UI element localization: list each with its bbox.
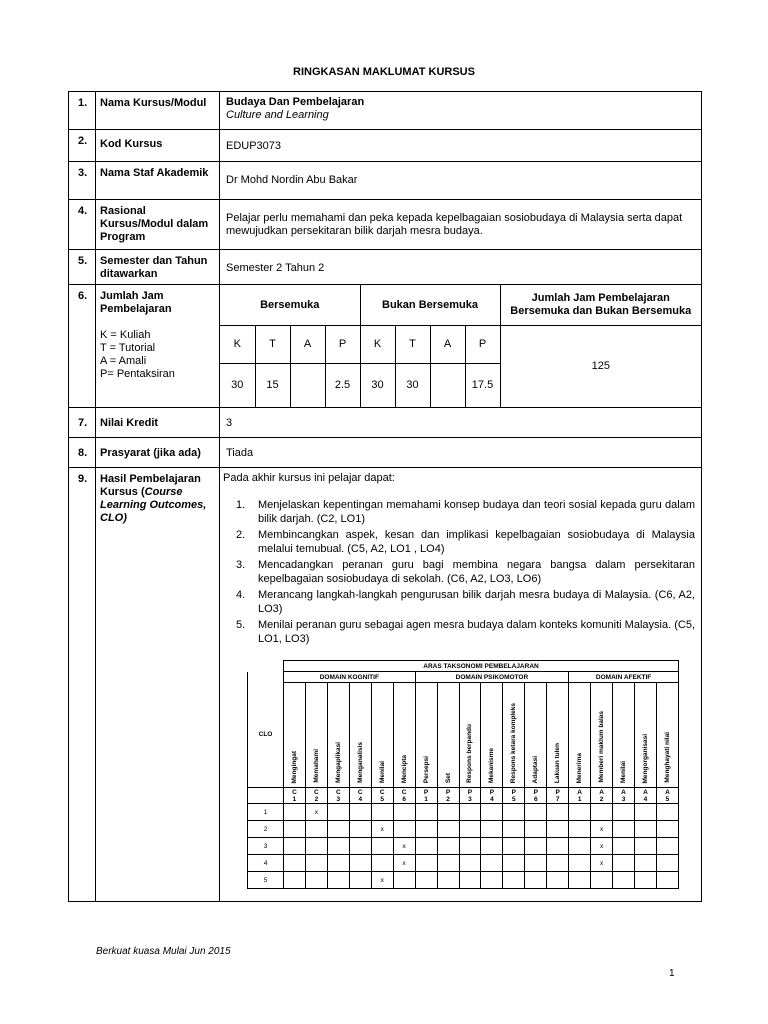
taxonomy-cell <box>415 838 437 855</box>
taxonomy-cell <box>349 804 371 821</box>
taxonomy-mark: x <box>591 838 613 855</box>
taxonomy-cell <box>569 804 591 821</box>
taxonomy-cell <box>371 855 393 872</box>
taxonomy-cell <box>635 838 657 855</box>
taxonomy-code: P 7 <box>547 788 569 804</box>
taxonomy-cell <box>569 855 591 872</box>
taxonomy-cell <box>613 872 635 889</box>
val-a2 <box>430 363 465 407</box>
taxonomy-code: C 6 <box>393 788 415 804</box>
taxonomy-level-header: Memberi maklum balas <box>591 683 613 788</box>
taxonomy-cell <box>591 804 613 821</box>
taxonomy-cell <box>349 872 371 889</box>
taxonomy-cell <box>393 821 415 838</box>
taxonomy-cell <box>415 821 437 838</box>
taxonomy-cell <box>503 804 525 821</box>
taxonomy-cell <box>371 838 393 855</box>
course-name-value: Budaya Dan Pembelajaran Culture and Learning <box>220 92 702 130</box>
taxonomy-cell <box>349 821 371 838</box>
taxonomy-mark: x <box>393 838 415 855</box>
row-rationale: 4. Rasional Kursus/Modul dalam Program Pelajar perlu memahami dan peka kepada kepelbagaian sosiobudaya di Malaysia serta dapat mewujudkan persekitaran bilik darjah mesra budaya. <box>69 200 702 250</box>
taxonomy-cell <box>437 804 459 821</box>
taxonomy-cell <box>481 872 503 889</box>
taxonomy-code: P 6 <box>525 788 547 804</box>
row-semester: 5. Semester dan Tahun ditawarkan Semester 2 Tahun 2 <box>69 250 702 285</box>
taxonomy-cell <box>569 872 591 889</box>
taxonomy-code: C 4 <box>349 788 371 804</box>
hours-legend: K = Kuliah T = Tutorial A = Amali P= Pentaksiran <box>100 329 175 380</box>
taxonomy-cell <box>459 872 481 889</box>
clo-item: 5. Menilai peranan guru sebagai agen mesra budaya dalam konteks komuniti Malaysia. (C5, LO1, LO3) <box>236 619 695 645</box>
taxonomy-cell <box>525 804 547 821</box>
clo-header: CLO <box>248 683 284 788</box>
taxonomy-cell <box>569 838 591 855</box>
val-p: 2.5 <box>325 363 360 407</box>
taxonomy-cell <box>635 855 657 872</box>
clo-list <box>220 498 701 646</box>
clo-item: 2. Membincangkan aspek, kesan dan implikasi kepelbagaian sosiobudaya di Malaysia melalui temubual. (C5, A2, LO1 , LO4) <box>236 529 695 555</box>
taxonomy-cell <box>547 872 569 889</box>
taxonomy-level-header: Menghayati nilai <box>656 683 678 788</box>
credit-value: 3 <box>220 408 702 438</box>
rationale-value: Pelajar perlu memahami dan peka kepada kepelbagaian sosiobudaya di Malaysia serta dapat mewujudkan persekitaran bilik darjah mesra budaya. <box>220 200 702 250</box>
taxonomy-code: C 3 <box>327 788 349 804</box>
page-number: 1 <box>669 968 675 979</box>
taxonomy-cell <box>656 821 678 838</box>
taxonomy-cell <box>327 838 349 855</box>
taxonomy-level-header: Mengingat <box>284 683 306 788</box>
taxonomy-cell <box>393 804 415 821</box>
val-a <box>290 363 325 407</box>
col-k: K <box>220 325 255 363</box>
taxonomy-code: P 3 <box>459 788 481 804</box>
clo-number: 2 <box>248 821 284 838</box>
taxonomy-row <box>248 821 679 838</box>
taxonomy-code: A 1 <box>569 788 591 804</box>
taxonomy-row <box>248 855 679 872</box>
prerequisite-value: Tiada <box>220 438 702 468</box>
taxonomy-cell <box>327 872 349 889</box>
taxonomy-code: A 5 <box>656 788 678 804</box>
taxonomy-code: C 2 <box>305 788 327 804</box>
clo-number: 4 <box>248 855 284 872</box>
taxonomy-cell <box>284 872 306 889</box>
taxonomy-cell <box>525 838 547 855</box>
staff-value: Dr Mohd Nordin Abu Bakar <box>220 162 702 200</box>
taxonomy-cell <box>656 838 678 855</box>
taxonomy-mark: x <box>591 821 613 838</box>
taxonomy-cell <box>547 821 569 838</box>
taxonomy-mark: x <box>305 804 327 821</box>
taxonomy-cell <box>327 855 349 872</box>
clo-intro: Pada akhir kursus ini pelajar dapat: <box>223 472 395 484</box>
taxonomy-cell <box>656 855 678 872</box>
taxonomy-cell <box>635 821 657 838</box>
taxonomy-cell <box>547 855 569 872</box>
taxonomy-cell <box>635 872 657 889</box>
taxonomy-cell <box>503 838 525 855</box>
taxonomy-cell <box>503 821 525 838</box>
jumlah-header: Jumlah Jam Pembelajaran Bersemuka dan Bukan Bersemuka <box>500 285 701 325</box>
row-number: 1. <box>69 92 96 130</box>
taxonomy-code: P 5 <box>503 788 525 804</box>
taxonomy-level-header: Persepsi <box>415 683 437 788</box>
taxonomy-cell <box>327 821 349 838</box>
taxonomy-level-header: Mekanisme <box>481 683 503 788</box>
taxonomy-level-header: Menilai <box>371 683 393 788</box>
taxonomy-cell <box>656 872 678 889</box>
taxonomy-level-header: Menganalisis <box>349 683 371 788</box>
taxonomy-cell <box>569 821 591 838</box>
taxonomy-cell <box>503 855 525 872</box>
taxonomy-cell <box>437 872 459 889</box>
taxonomy-cell <box>613 804 635 821</box>
taxonomy-cell <box>437 855 459 872</box>
taxonomy-mark: x <box>371 872 393 889</box>
row-prerequisite: 8. Prasyarat (jika ada) Tiada <box>69 438 702 468</box>
taxonomy-cell <box>613 821 635 838</box>
col-a2: A <box>430 325 465 363</box>
taxonomy-cell <box>284 838 306 855</box>
taxonomy-cell <box>635 804 657 821</box>
taxonomy-cell <box>547 804 569 821</box>
row-learning-hours: 6. Jumlah Jam Pembelajaran K = Kuliah T = Tutorial A = Amali P= Pentaksiran Bersemuka Bukan Bersemuka Jumlah Jam Pembelajaran Bersemuka dan Bukan Bersemuka K T A P K T A P 125 30 15 2.5 30 30 17.5 <box>69 285 702 408</box>
taxonomy-cell <box>459 821 481 838</box>
row-staff: 3. Nama Staf Akademik Dr Mohd Nordin Abu Bakar <box>69 162 702 200</box>
taxonomy-code: A 4 <box>635 788 657 804</box>
taxonomy-cell <box>459 804 481 821</box>
row-label: Nama Kursus/Modul <box>96 92 220 130</box>
taxonomy-code: P 1 <box>415 788 437 804</box>
taxonomy-level-header: Adaptasi <box>525 683 547 788</box>
taxonomy-cell <box>481 855 503 872</box>
semester-value: Semester 2 Tahun 2 <box>220 250 702 285</box>
taxonomy-cell <box>503 872 525 889</box>
clo-item: 3. Mencadangkan peranan guru bagi membina negara bangsa dalam persekitaran kepelbagaian sosiobudaya di sekolah. (C6, A2, LO3, LO6) <box>236 559 695 585</box>
taxonomy-cell <box>415 804 437 821</box>
taxonomy-mark: x <box>591 855 613 872</box>
total-hours: 125 <box>500 325 701 407</box>
taxonomy-level-header: Menerima <box>569 683 591 788</box>
taxonomy-mark: x <box>393 855 415 872</box>
taxonomy-cell <box>393 872 415 889</box>
hours-label: Jumlah Jam Pembelajaran <box>100 290 172 315</box>
row-course-name <box>69 92 702 130</box>
col-k2: K <box>360 325 395 363</box>
taxonomy-cell <box>305 855 327 872</box>
course-info-table <box>68 91 702 902</box>
taxonomy-cell <box>327 804 349 821</box>
row-course-code: 2. Kod Kursus EDUP3073 <box>69 130 702 162</box>
taxonomy-cell <box>437 838 459 855</box>
val-k: 30 <box>220 363 255 407</box>
taxonomy-cell <box>305 838 327 855</box>
taxonomy-cell <box>481 804 503 821</box>
taxonomy-code: P 2 <box>437 788 459 804</box>
taxonomy-cell <box>481 821 503 838</box>
taxonomy-cell <box>349 838 371 855</box>
taxonomy-code: A 2 <box>591 788 613 804</box>
taxonomy-code: P 4 <box>481 788 503 804</box>
taxonomy-level-header: Menilai <box>613 683 635 788</box>
taxonomy-cell <box>284 821 306 838</box>
taxonomy-cell <box>459 855 481 872</box>
taxonomy-title: ARAS TAKSONOMI PEMBELAJARAN <box>284 661 679 672</box>
domain-psikomotor: DOMAIN PSIKOMOTOR <box>415 672 569 683</box>
taxonomy-level-header: Mengaplikasi <box>327 683 349 788</box>
clo-item: 4. Merancang langkah-langkah pengurusan bilik darjah mesra budaya di Malaysia. (C6, A2, LO3) <box>236 589 695 615</box>
taxonomy-cell <box>415 872 437 889</box>
row-clo: 9. Hasil Pembelajaran Kursus (Course Learning Outcomes, CLO) Pada akhir kursus ini pelajar dapat: 1. Menjelaskan kepentingan memahami konsep budaya dan teori sosial kepada guru dalam bilik darjah. (C2, LO1) 2. Membincangkan aspek, kesan dan implikasi kepelbagaian sosiobudaya di Malaysia melalui temubual. (C5, A2, LO1 , LO4) 3. Mencadangkan peranan guru bagi membina negara bangsa dalam persekitaran kepelbagaian sosiobudaya di sekolah. (C6, A2, LO3, LO6) 4. Merancang langkah-langkah pengurusan bilik darjah mesra budaya di Malaysia. (C6, A2, LO3) 5. Menilai peranan guru sebagai agen mesra budaya dalam konteks komuniti Malaysia. (C5, LO1, LO3) ARAS TAKSONOMI PEMBELAJARAN DOMAIN KOGNITIF DOMAIN PSIKOMOTOR DOMAIN AFEKTIF CLO Mengingat Memahami Mengaplikasi Menganalisis Menilai Mencipta Persepsi Set Respons berpandu Mekanisme Respons ketara kompleks Adaptasi Lakuan tulen Menerima Memberi maklum balas Menilai Mengorganisasi Menghayati nilai C 1 C 2 C 3 C 4 C 5 C 6 P 1 P 2 P 3 P 4 P 5 P 6 P 7 A 1 A 2 A 3 A 4 A 5 1 x 2 x x 3 x x 4 x x 5 x <box>69 468 702 902</box>
course-code-value: EDUP3073 <box>220 130 702 162</box>
taxonomy-cell <box>547 838 569 855</box>
taxonomy-cell <box>525 872 547 889</box>
taxonomy-code: C 5 <box>371 788 393 804</box>
taxonomy-cell <box>481 838 503 855</box>
taxonomy-table <box>247 660 679 889</box>
taxonomy-mark: x <box>371 821 393 838</box>
clo-item: 1. Menjelaskan kepentingan memahami konsep budaya dan teori sosial kepada guru dalam bilik darjah. (C2, LO1) <box>236 499 695 525</box>
document-title: RINGKASAN MAKLUMAT KURSUS <box>293 66 475 78</box>
taxonomy-row <box>248 804 679 821</box>
taxonomy-cell <box>284 855 306 872</box>
taxonomy-cell <box>656 804 678 821</box>
taxonomy-level-header: Mencipta <box>393 683 415 788</box>
taxonomy-cell <box>349 855 371 872</box>
taxonomy-level-header: Memahami <box>305 683 327 788</box>
taxonomy-code: C 1 <box>284 788 306 804</box>
taxonomy-cell <box>415 855 437 872</box>
taxonomy-level-header: Respons ketara kompleks <box>503 683 525 788</box>
col-a: A <box>290 325 325 363</box>
val-p2: 17.5 <box>465 363 500 407</box>
taxonomy-cell <box>591 872 613 889</box>
taxonomy-cell <box>305 872 327 889</box>
hours-table <box>220 285 701 407</box>
col-p2: P <box>465 325 500 363</box>
taxonomy-cell <box>613 838 635 855</box>
col-t: T <box>255 325 290 363</box>
col-p: P <box>325 325 360 363</box>
bukan-bersemuka-header: Bukan Bersemuka <box>360 285 500 325</box>
taxonomy-cell <box>613 855 635 872</box>
col-t2: T <box>395 325 430 363</box>
val-t: 15 <box>255 363 290 407</box>
taxonomy-cell <box>437 821 459 838</box>
row-credit: 7. Nilai Kredit 3 <box>69 408 702 438</box>
bersemuka-header: Bersemuka <box>220 285 360 325</box>
clo-number: 3 <box>248 838 284 855</box>
taxonomy-cell <box>525 855 547 872</box>
domain-afektif: DOMAIN AFEKTIF <box>569 672 679 683</box>
domain-kognitif: DOMAIN KOGNITIF <box>284 672 416 683</box>
clo-number: 1 <box>248 804 284 821</box>
taxonomy-cell <box>459 838 481 855</box>
taxonomy-cell <box>284 804 306 821</box>
taxonomy-row <box>248 838 679 855</box>
taxonomy-cell <box>371 804 393 821</box>
taxonomy-code: A 3 <box>613 788 635 804</box>
taxonomy-level-header: Set <box>437 683 459 788</box>
taxonomy-level-header: Mengorganisasi <box>635 683 657 788</box>
clo-number: 5 <box>248 872 284 889</box>
taxonomy-cell <box>525 821 547 838</box>
taxonomy-row <box>248 872 679 889</box>
taxonomy-level-header: Lakuan tulen <box>547 683 569 788</box>
val-k2: 30 <box>360 363 395 407</box>
footer-note: Berkuat kuasa Mulai Jun 2015 <box>96 946 231 957</box>
taxonomy-cell <box>305 821 327 838</box>
val-t2: 30 <box>395 363 430 407</box>
taxonomy-level-header: Respons berpandu <box>459 683 481 788</box>
